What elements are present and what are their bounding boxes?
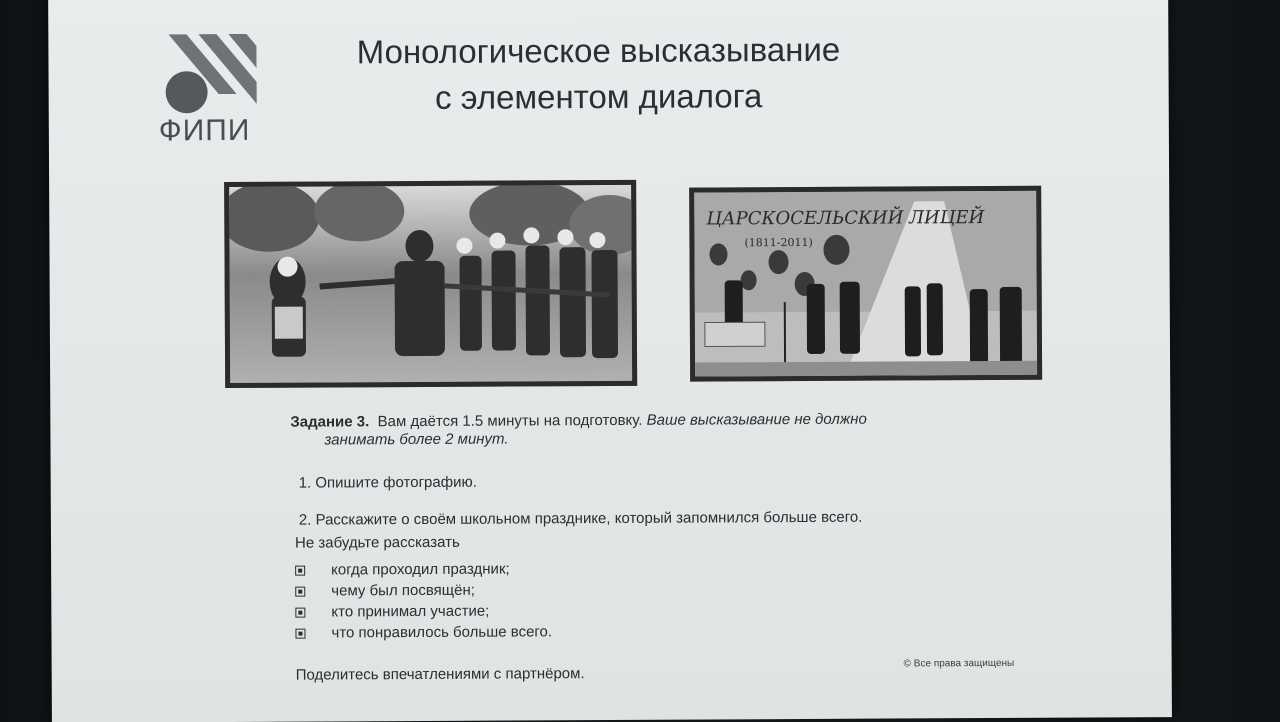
list-item-text: что понравилось больше всего.	[331, 623, 553, 642]
list-item-text: когда проходил праздник;	[331, 560, 510, 579]
reminder-heading: Не забудьте рассказать	[294, 533, 460, 552]
checkbox-bullet-icon	[295, 628, 305, 638]
task-label: Задание 3.	[290, 413, 370, 431]
copyright-notice: © Все права защищены	[903, 657, 1015, 670]
checkbox-bullet-icon	[295, 586, 305, 596]
task-instruction	[290, 410, 990, 450]
photo-school-celebration	[224, 180, 637, 388]
list-item	[295, 621, 552, 643]
page-title	[298, 26, 898, 121]
task-intro: Вам даётся 1.5 минуты на подготовку.	[377, 411, 643, 431]
item-tell-about-holiday: 2. Расскажите о своём школьном празднике, который запомнился больше всего.	[298, 508, 863, 529]
task-note-part2: занимать более 2 минут.	[324, 430, 509, 449]
list-item	[295, 600, 552, 622]
task-note-part1: Ваше высказывание не должно	[646, 410, 867, 429]
share-impressions: Поделитесь впечатлениями с партнёром.	[295, 665, 585, 684]
list-item	[295, 579, 552, 601]
banner-line-1: ЦАРСКОСЕЛЬСКИЙ ЛИЦЕЙ	[706, 207, 985, 230]
logo-text: ФИПИ	[158, 113, 251, 148]
list-item-text: чему был посвящён;	[331, 581, 475, 600]
checkbox-bullet-icon	[295, 607, 305, 617]
banner-line-2: (1811-2011)	[744, 235, 813, 250]
photo-lyceum-celebration	[689, 186, 1042, 382]
list-item	[295, 558, 552, 580]
title-line-2: с элементом диалога	[434, 77, 763, 116]
item-describe-photo: 1. Опишите фотографию.	[298, 473, 477, 492]
title-line-1: Монологическое высказывание	[356, 30, 841, 71]
exam-sheet	[48, 0, 1172, 722]
checkbox-bullet-icon	[295, 565, 305, 575]
reminder-list	[295, 558, 552, 643]
list-item-text: кто принимал участие;	[331, 602, 490, 621]
